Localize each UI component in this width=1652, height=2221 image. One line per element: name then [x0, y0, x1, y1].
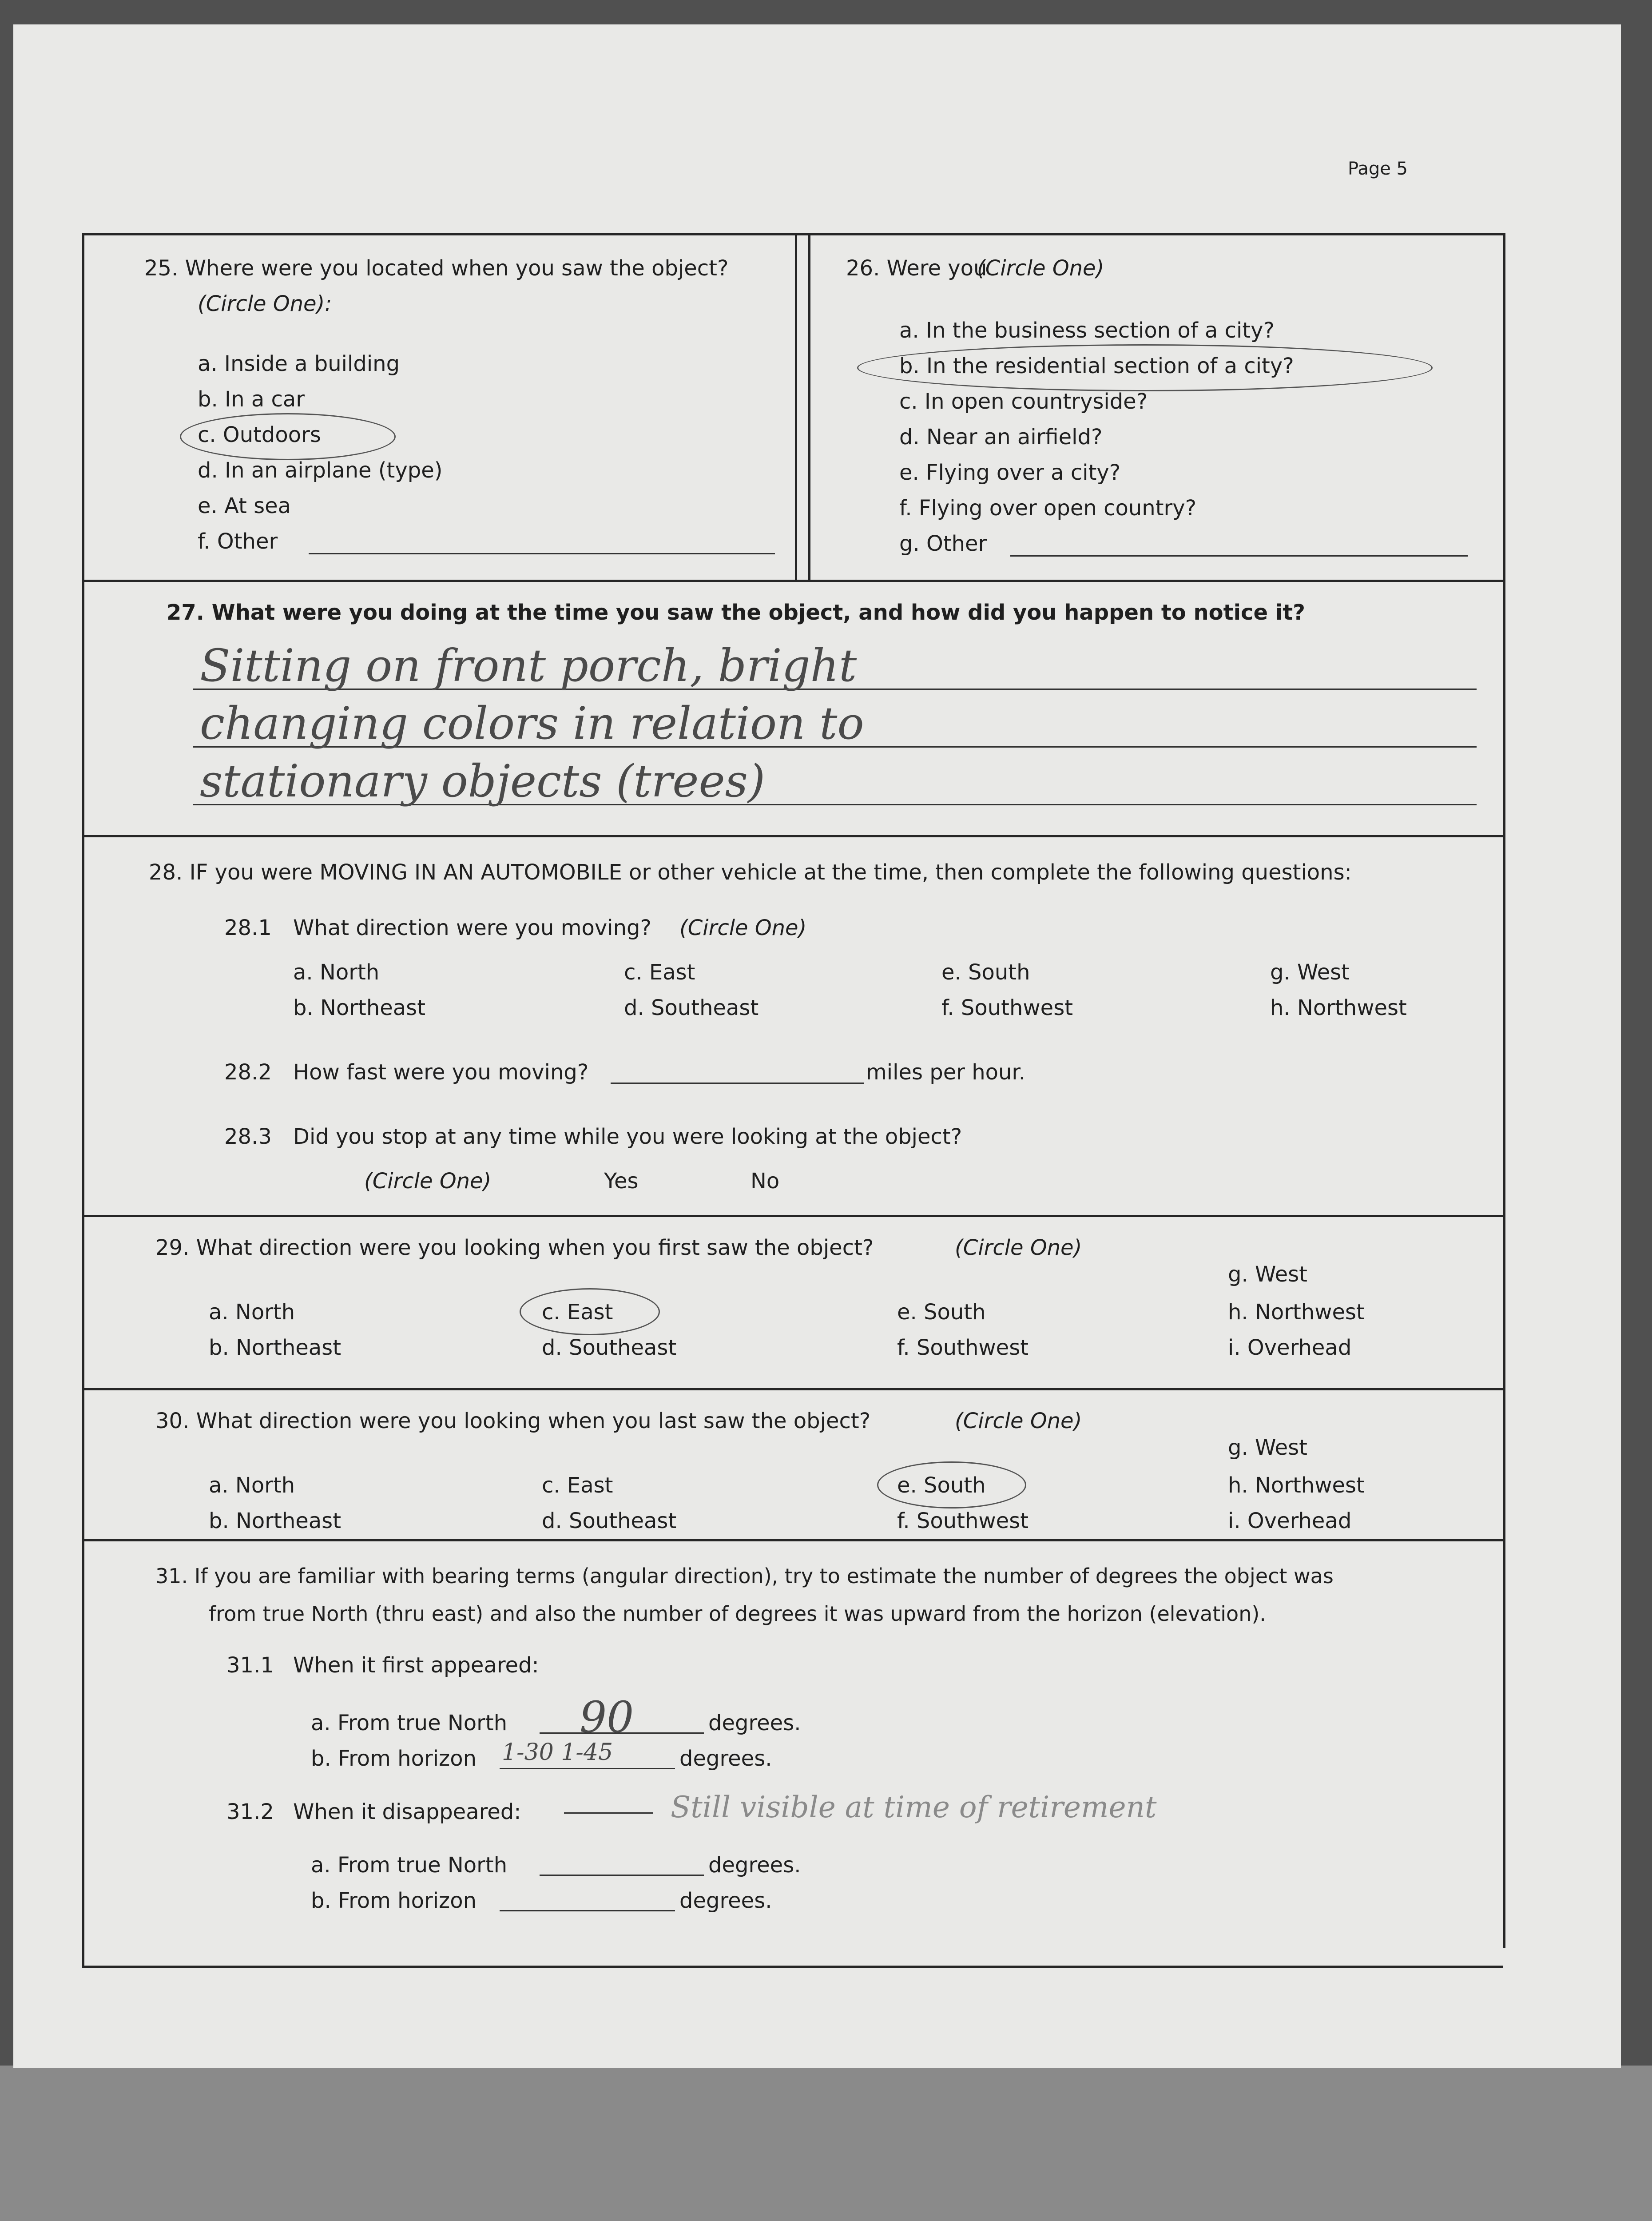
q30-option-i: i. Overhead: [1228, 1509, 1352, 1533]
q31-2-b-blank[interactable]: [500, 1892, 675, 1911]
section-divider: [82, 580, 1503, 582]
q28-1-option-h: h. Northwest: [1270, 995, 1407, 1020]
q28-3-no[interactable]: No: [751, 1169, 780, 1194]
q31-2-label: 31.2: [226, 1799, 274, 1824]
q28-3-label: 28.3: [224, 1124, 272, 1149]
q27-question: 27. What were you doing at the time you saw the object, and how did you happen to notice it?: [167, 600, 1305, 625]
q28-1-option-d: d. Southeast: [624, 995, 759, 1020]
q29-option-c: c. East: [542, 1300, 613, 1325]
q25-answer-circle: [180, 413, 396, 460]
q26-instruction: (Circle One): [977, 256, 1104, 281]
q29-question: 29. What direction were you looking when you first saw the object?: [155, 1235, 874, 1260]
q26-question: 26. Were you: [846, 256, 987, 281]
q26-answer-circle: [857, 344, 1433, 391]
q25-right-border: [795, 233, 797, 580]
q28-3-instruction: (Circle One): [364, 1169, 492, 1194]
q26-left-border: [808, 233, 810, 580]
form-top-border: [82, 233, 1503, 235]
q27-answer-line-1: Sitting on front porch, bright: [200, 640, 857, 692]
q28-1-option-c: c. East: [624, 960, 695, 985]
q28-3-text: Did you stop at any time while you were looking at the object?: [293, 1124, 962, 1149]
q31-1-a-value: 90: [580, 1692, 634, 1742]
section-divider: [82, 1215, 1503, 1217]
q29-option-h: h. Northwest: [1228, 1300, 1365, 1325]
q29-option-d: d. Southeast: [542, 1335, 677, 1360]
q31-line-1: 31. If you are familiar with bearing terms (angular direction), try to estimate the number of degrees the object was: [155, 1564, 1334, 1588]
q31-2-a-unit: degrees.: [708, 1853, 801, 1878]
q25-option-f: f. Other: [198, 529, 278, 554]
section-divider: [82, 835, 1503, 837]
q26-other-blank[interactable]: [1010, 535, 1468, 557]
form-page: [13, 24, 1621, 2068]
q26-option-a: a. In the business section of a city?: [899, 318, 1275, 343]
q28-3-yes[interactable]: Yes: [604, 1169, 639, 1194]
q28-1-option-f: f. Southwest: [941, 995, 1073, 1020]
q31-2-a-blank[interactable]: [540, 1857, 704, 1876]
q28-1-instruction: (Circle One): [679, 915, 807, 940]
q29-option-e: e. South: [897, 1300, 986, 1325]
q30-option-a: a. North: [209, 1473, 295, 1498]
q31-1-b-label: b. From horizon: [311, 1746, 477, 1771]
q28-1-text: What direction were you moving?: [293, 915, 651, 940]
q31-1-text: When it first appeared:: [293, 1653, 539, 1678]
q26-option-f: f. Flying over open country?: [899, 496, 1197, 521]
q29-instruction: (Circle One): [955, 1235, 1082, 1260]
q31-2-b-label: b. From horizon: [311, 1888, 477, 1913]
q31-2-a-label: a. From true North: [311, 1853, 508, 1878]
q28-2-text: How fast were you moving?: [293, 1060, 589, 1085]
q30-question: 30. What direction were you looking when you last saw the object?: [155, 1409, 871, 1433]
q26-option-b: b. In the residential section of a city?: [899, 354, 1294, 378]
q30-answer-circle: [877, 1461, 1026, 1509]
q26-option-g: g. Other: [899, 531, 987, 556]
q31-1-b-unit: degrees.: [679, 1746, 772, 1771]
page-number: Page 5: [1348, 159, 1408, 179]
q30-option-g: g. West: [1228, 1435, 1307, 1460]
q26-option-c: c. In open countryside?: [899, 389, 1148, 414]
q31-2-dash: [564, 1812, 653, 1814]
q29-option-f: f. Southwest: [897, 1335, 1029, 1360]
section-divider: [82, 1539, 1503, 1541]
q29-option-i: i. Overhead: [1228, 1335, 1352, 1360]
q26-option-e: e. Flying over a city?: [899, 460, 1121, 485]
q25-option-e: e. At sea: [198, 494, 291, 518]
q25-option-b: b. In a car: [198, 387, 305, 412]
q29-option-b: b. Northeast: [209, 1335, 342, 1360]
q28-2-speed-blank[interactable]: [611, 1064, 864, 1084]
q30-option-e: e. South: [897, 1473, 986, 1498]
q28-1-option-g: g. West: [1270, 960, 1350, 985]
q28-1-label: 28.1: [224, 915, 272, 940]
q29-option-g: g. West: [1228, 1262, 1307, 1287]
q27-answer-line-2: changing colors in relation to: [200, 697, 864, 749]
q31-2-text: When it disappeared:: [293, 1799, 521, 1824]
q25-option-c: c. Outdoors: [198, 422, 321, 447]
q30-instruction: (Circle One): [955, 1409, 1082, 1433]
q29-option-a: a. North: [209, 1300, 295, 1325]
q31-2-b-unit: degrees.: [679, 1888, 772, 1913]
q30-option-d: d. Southeast: [542, 1509, 677, 1533]
q28-question: 28. IF you were MOVING IN AN AUTOMOBILE or other vehicle at the time, then complete the following questions:: [149, 860, 1352, 885]
q26-option-d: d. Near an airfield?: [899, 425, 1103, 450]
q31-1-label: 31.1: [226, 1653, 274, 1678]
form-left-border: [82, 233, 84, 1966]
q31-2-handwritten-note: Still visible at time of retirement: [671, 1790, 1157, 1824]
q30-option-h: h. Northwest: [1228, 1473, 1365, 1498]
form-right-border: [1503, 233, 1505, 1948]
section-divider: [82, 1388, 1503, 1390]
q25-other-blank[interactable]: [309, 535, 775, 554]
q25-question: 25. Where were you located when you saw the object?: [144, 256, 729, 281]
q30-option-b: b. Northeast: [209, 1509, 342, 1533]
q25-option-a: a. Inside a building: [198, 351, 400, 376]
q31-line-2: from true North (thru east) and also the number of degrees it was upward from the horizon (elevation).: [209, 1602, 1266, 1626]
q29-answer-circle: [520, 1288, 660, 1335]
form-bottom-border: [82, 1966, 1503, 1968]
q28-2-suffix: miles per hour.: [866, 1060, 1026, 1085]
q28-1-option-e: e. South: [941, 960, 1030, 985]
q25-option-d: d. In an airplane (type): [198, 458, 443, 483]
q31-1-a-label: a. From true North: [311, 1711, 508, 1735]
lower-board: [0, 2066, 1652, 2221]
q27-answer-line-3: stationary objects (trees): [200, 755, 765, 807]
q30-option-c: c. East: [542, 1473, 613, 1498]
q30-option-f: f. Southwest: [897, 1509, 1029, 1533]
q31-1-a-unit: degrees.: [708, 1711, 801, 1735]
q25-instruction: (Circle One):: [198, 291, 332, 316]
q28-1-option-b: b. Northeast: [293, 995, 426, 1020]
q28-2-label: 28.2: [224, 1060, 272, 1085]
q31-1-b-value: 1-30 1-45: [502, 1739, 613, 1766]
q28-1-option-a: a. North: [293, 960, 380, 985]
